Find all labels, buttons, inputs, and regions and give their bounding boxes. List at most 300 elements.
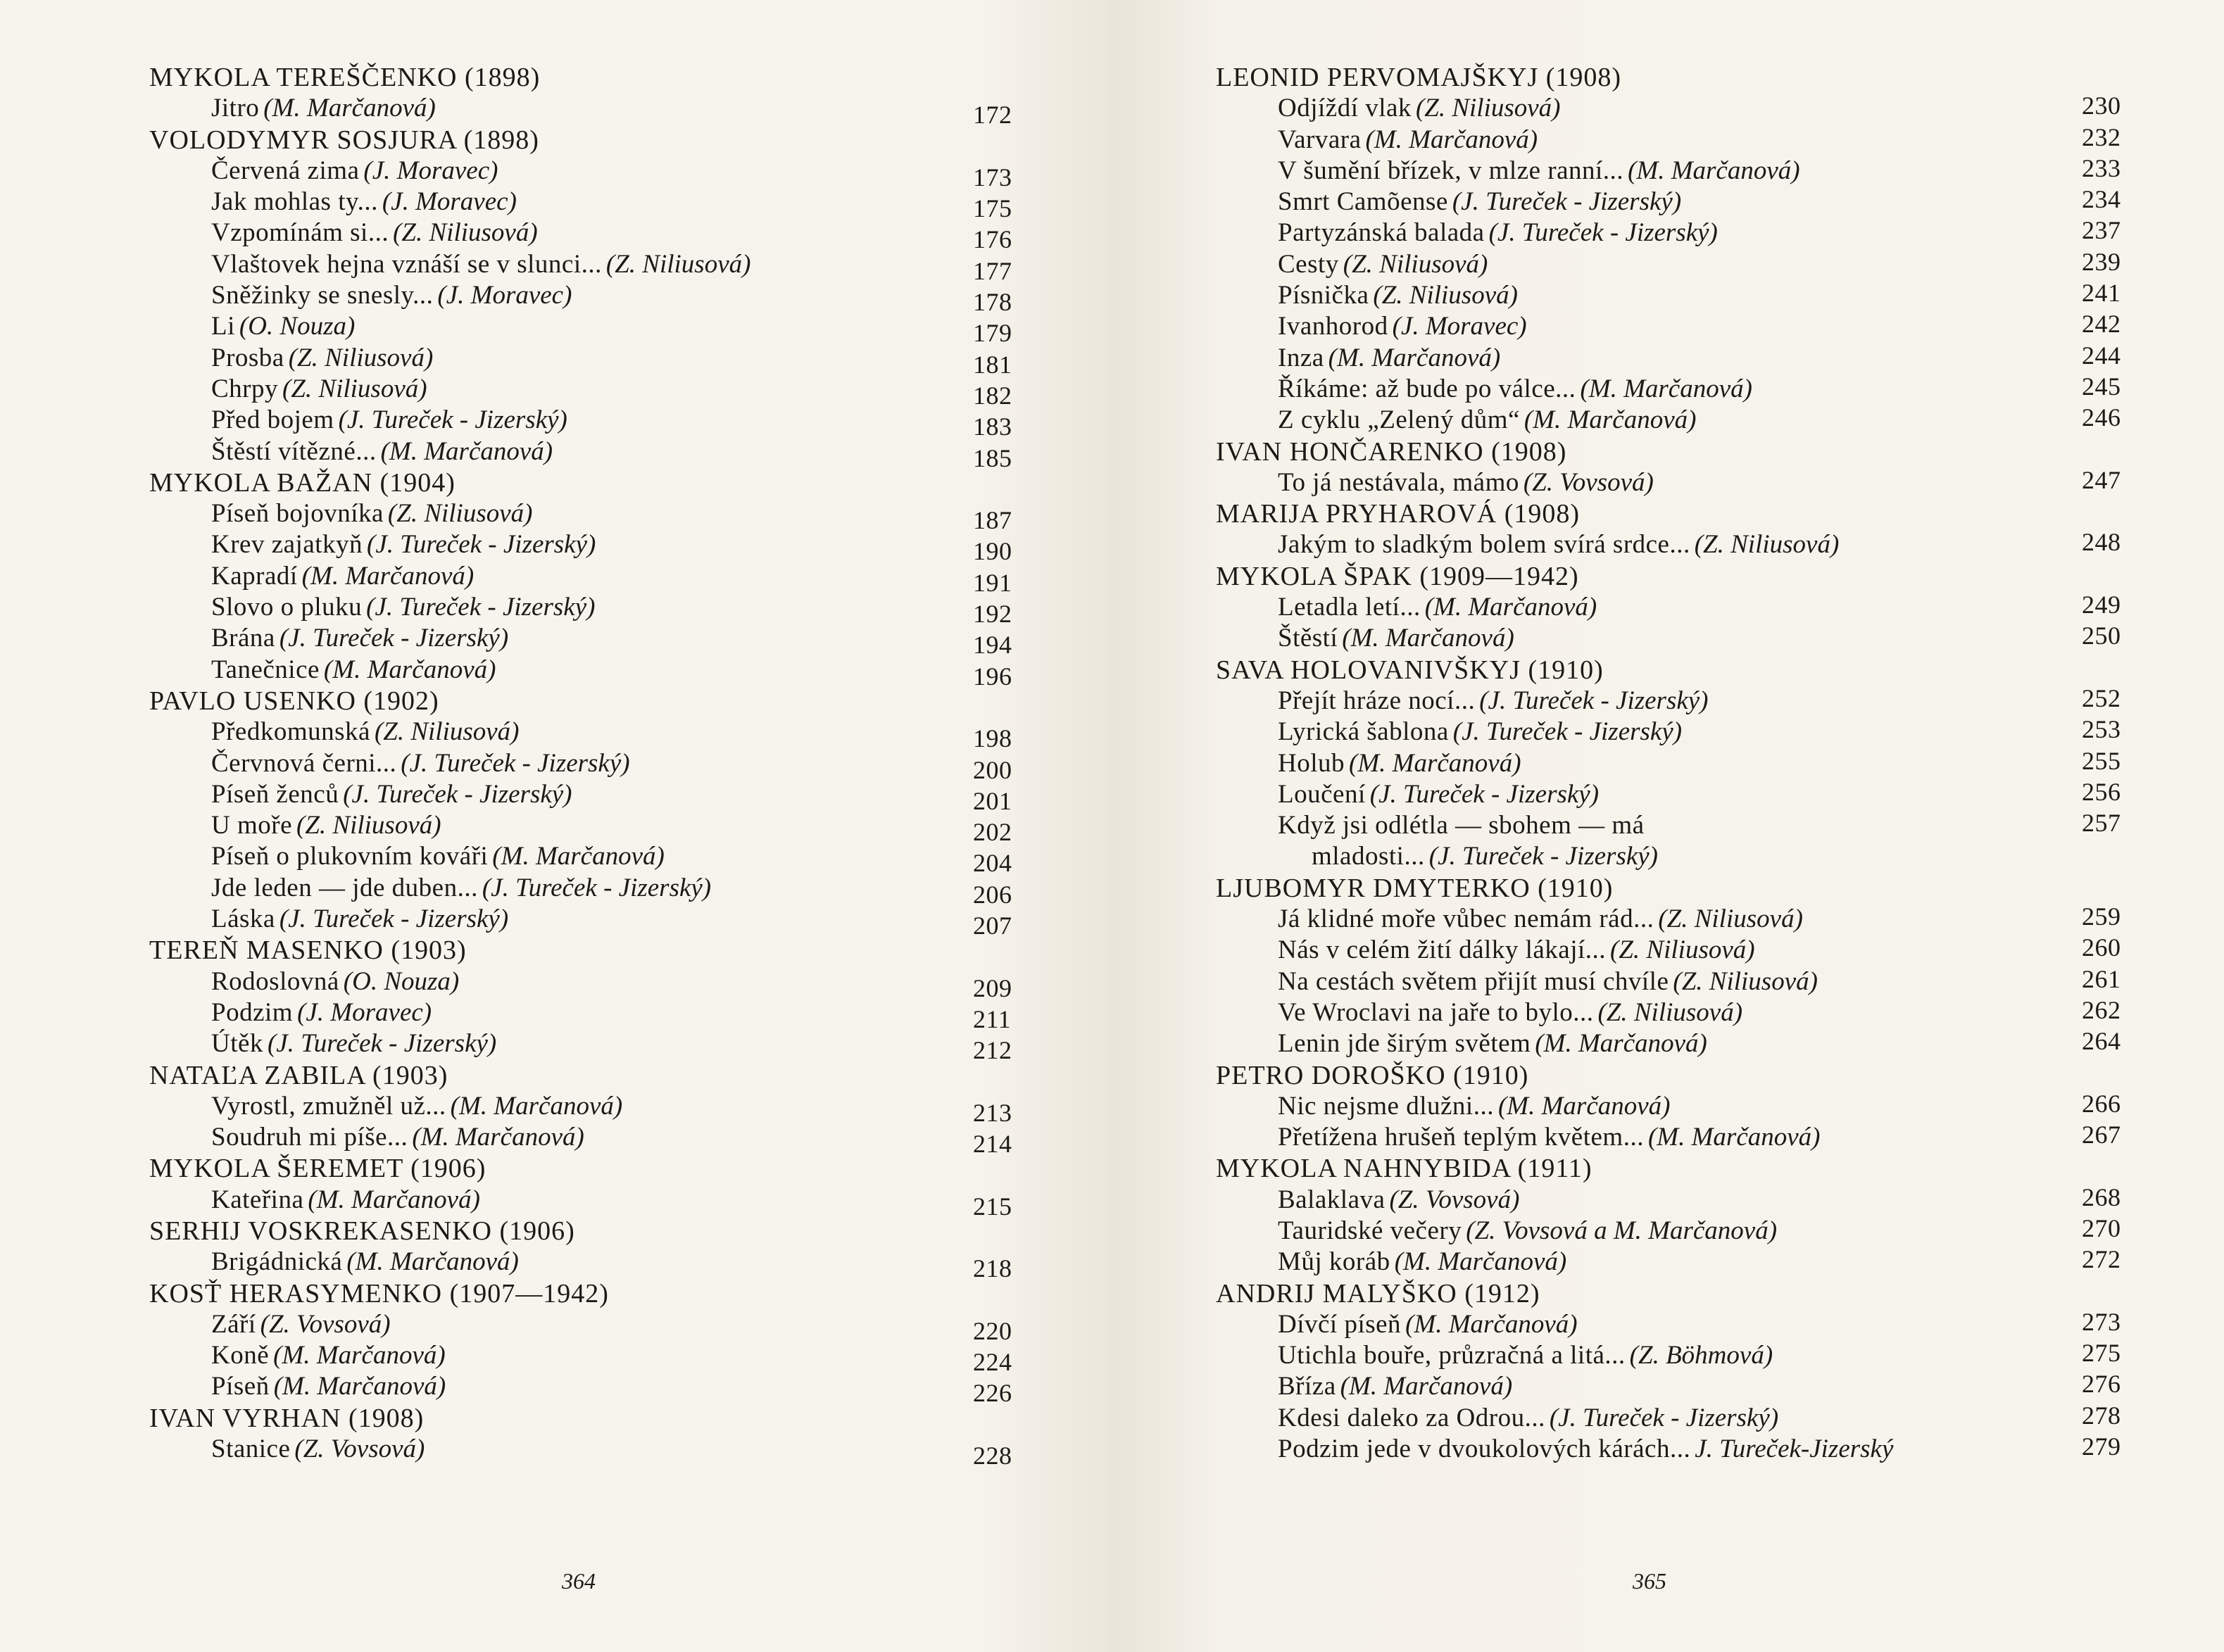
toc-entry (1216, 249, 2152, 280)
poem-title: Píseň (211, 1372, 270, 1401)
poem-title: Píseň o plukovním kováři (211, 842, 489, 871)
toc-entry (149, 343, 1022, 379)
translator-name: (Z. Niliusová) (1658, 904, 1803, 934)
author-section (1216, 655, 2152, 873)
toc-entry (149, 249, 1022, 285)
page-reference: 242 (2082, 310, 2121, 339)
toc-entry (149, 623, 1022, 660)
page-reference: 259 (2082, 902, 2121, 931)
page-reference: 178 (973, 288, 1012, 317)
poem-title: Píseň ženců (211, 779, 339, 809)
page-reference: 266 (2082, 1089, 2121, 1118)
translator-name: (J. Tureček - Jizerský) (482, 873, 712, 902)
toc-entry (1216, 1122, 2152, 1153)
translator-name: (M. Marčanová) (346, 1247, 519, 1277)
toc-entry (149, 717, 1022, 753)
page-reference: 204 (973, 849, 1012, 878)
poem-title: Vyrostl, zmužněl už... (211, 1091, 446, 1121)
author-heading: TEREŇ MASENKO (1903) (149, 935, 467, 966)
page-reference: 272 (2082, 1245, 2121, 1274)
page-reference: 247 (2082, 465, 2121, 494)
poem-title: Koně (211, 1341, 270, 1370)
translator-name: (Z. Niliusová) (393, 218, 538, 248)
poem-title: Předkomunská (211, 717, 370, 747)
poem-title: Varvara (1278, 125, 1362, 154)
poem-title: Letadla letí... (1278, 593, 1421, 622)
poem-title-continued (1278, 841, 2152, 872)
page-reference: 176 (973, 225, 1012, 254)
toc-entry (1216, 1247, 2152, 1278)
translator-name: (M. Marčanová) (1340, 1372, 1513, 1401)
poem-title: Dívčí píseň (1278, 1309, 1402, 1339)
page-reference: 246 (2082, 403, 2121, 432)
page-reference: 262 (2082, 995, 2121, 1024)
translator-name: (Z. Niliusová) (1673, 966, 1818, 996)
toc-entry (149, 779, 1022, 815)
toc-entry (149, 1122, 1022, 1159)
toc-entry (149, 873, 1022, 909)
toc-entry (1216, 1091, 2152, 1122)
author-heading: PETRO DOROŠKO (1910) (1216, 1060, 1529, 1090)
toc-entry (1216, 343, 2152, 374)
toc-entry (1216, 1403, 2152, 1434)
page-reference: 182 (973, 381, 1012, 410)
translator-name: (J. Tureček - Jizerský) (367, 530, 596, 560)
author-section (1216, 561, 2152, 655)
page-reference: 207 (973, 912, 1012, 940)
poem-title: Loučení (1278, 779, 1366, 809)
page-reference: 220 (973, 1316, 1012, 1345)
poem-title: Září (211, 1309, 256, 1339)
translator-name: (M. Marčanová) (492, 842, 665, 871)
toc-entry (149, 904, 1022, 940)
toc-entry (1216, 1309, 2152, 1340)
page-reference: 260 (2082, 933, 2121, 962)
poem-title: U moře (211, 811, 292, 840)
toc-entry (149, 966, 1022, 1002)
toc-entry (1216, 779, 2152, 810)
translator-name: (M. Marčanová) (1497, 1091, 1671, 1121)
author-section (1216, 873, 2152, 1060)
poem-title: Kdesi daleko za Odrou... (1278, 1403, 1545, 1432)
poem-title: Rodoslovná (211, 966, 339, 996)
poem-title: Krev zajatkyň (211, 530, 363, 560)
toc-entry (1216, 935, 2152, 966)
translator-name: J. Tureček-Jizerský (1695, 1435, 1894, 1464)
page-reference: 248 (2082, 528, 2121, 557)
translator-name: (M. Marčanová) (1365, 125, 1538, 154)
author-section (149, 1216, 1022, 1283)
author-section (1216, 1060, 2152, 1154)
author-section (1216, 62, 2152, 436)
page-reference: 257 (2082, 809, 2121, 838)
toc-entry (1216, 187, 2152, 217)
toc-entry (1216, 1185, 2152, 1216)
page-reference: 212 (973, 1036, 1012, 1065)
translator-name: (M. Marčanová) (1580, 374, 1752, 403)
toc-entry (1216, 374, 2152, 405)
author-section (149, 62, 1022, 130)
toc-entry (149, 561, 1022, 597)
toc-entry (149, 1309, 1022, 1345)
toc-entry (1216, 1340, 2152, 1371)
toc-entry (149, 217, 1022, 254)
author-section (149, 935, 1022, 1065)
translator-name: (J. Tureček - Jizerský) (338, 405, 567, 435)
toc-entry (1216, 1434, 2152, 1465)
translator-name: (J. Moravec) (382, 187, 517, 217)
page-reference: 278 (2082, 1401, 2121, 1430)
toc-entry (149, 280, 1022, 317)
translator-name: (J. Tureček - Jizerský) (267, 1029, 497, 1059)
poem-title: Inza (1278, 343, 1324, 372)
author-section (149, 1060, 1022, 1159)
poem-title: Li (211, 312, 235, 341)
page-reference: 187 (973, 506, 1012, 535)
toc-entry (1216, 966, 2152, 997)
translator-name: (Z. Vovsová) (1523, 467, 1654, 497)
author-heading: MYKOLA ŠEREMET (1906) (149, 1154, 486, 1184)
author-heading: MARIJA PRYHAROVÁ (1908) (1216, 499, 1581, 529)
translator-name: (J. Moravec) (437, 281, 572, 310)
page-reference: 179 (973, 319, 1012, 348)
translator-name: (O. Nouza) (239, 312, 356, 341)
translator-name: (M. Marčanová) (1424, 593, 1597, 622)
page-reference: 230 (2082, 92, 2121, 120)
translator-name: (Z. Niliusová) (605, 249, 751, 279)
page-reference: 224 (973, 1348, 1012, 1377)
poem-title: Sněžinky se snesly... (211, 281, 434, 310)
poem-title: Lenin jde širým světem (1278, 1029, 1531, 1059)
poem-title: Útěk (211, 1029, 263, 1059)
page-reference: 233 (2082, 153, 2121, 182)
toc-entry (1216, 904, 2152, 935)
translator-name: (M. Marčanová) (273, 1372, 446, 1401)
poem-title: Červená zima (211, 156, 360, 185)
author-section (1216, 498, 2152, 561)
page-reference: 264 (2082, 1027, 2121, 1056)
toc-entry (149, 1091, 1022, 1127)
translator-name: (J. Tureček - Jizerský) (279, 904, 509, 934)
author-section (149, 686, 1022, 940)
translator-name: (J. Tureček - Jizerský) (1452, 717, 1683, 747)
author-heading: IVAN VYRHAN (1908) (149, 1403, 425, 1433)
page-reference: 172 (973, 101, 1012, 130)
translator-name: (M. Marčanová) (1394, 1247, 1567, 1277)
poem-title: Lyrická šablona (1278, 717, 1449, 747)
toc-entry (149, 374, 1022, 410)
translator-name: (Z. Niliusová) (296, 811, 441, 840)
toc-entry (149, 1028, 1022, 1065)
translator-name: (M. Marčanová) (301, 561, 475, 591)
poem-title: Utichla bouře, průzračná a litá... (1278, 1341, 1626, 1370)
page-reference: 261 (2082, 964, 2121, 993)
author-heading: MYKOLA BAŽAN (1904) (149, 467, 456, 498)
poem-title: Když jsi odlétla — sbohem — má (1278, 811, 1645, 840)
poem-title: Říkáme: až bude po válce... (1278, 374, 1576, 403)
poem-title: Přetížena hrušeň teplým květem... (1278, 1123, 1644, 1152)
poem-title: Štěstí vítězné... (211, 436, 377, 466)
translator-name: (J. Tureček - Jizerský) (366, 593, 596, 622)
toc-entry (149, 655, 1022, 691)
page-reference: 250 (2082, 622, 2121, 650)
poem-title: Partyzánská balada (1278, 218, 1485, 248)
poem-title: Na cestách světem přijít musí chvíle (1278, 966, 1669, 996)
translator-name: (M. Marčanová) (450, 1091, 623, 1121)
translator-name: (Z. Niliusová) (288, 343, 434, 372)
toc-entry (1216, 217, 2152, 248)
toc-entry (1216, 748, 2152, 779)
toc-entry (1216, 122, 2152, 156)
translator-name: (J. Moravec) (297, 997, 432, 1027)
author-section (149, 1403, 1022, 1470)
poem-title: Stanice (211, 1435, 291, 1464)
poem-title: Vzpomínám si... (211, 218, 389, 248)
poem-title: Já klidné moře vůbec nemám rád... (1278, 904, 1654, 934)
page-reference: 191 (973, 568, 1012, 597)
page-reference: 273 (2082, 1307, 2121, 1336)
toc-entry (149, 498, 1022, 535)
poem-title: Jakým to sladkým bolem svírá srdce... (1278, 530, 1690, 560)
author-section (149, 1153, 1022, 1221)
toc-entry (1216, 997, 2152, 1028)
page-reference: 173 (973, 163, 1012, 191)
translator-name: (O. Nouza) (343, 966, 460, 996)
poem-title: Přejít hráze nocí... (1278, 686, 1476, 715)
page-reference: 183 (973, 412, 1012, 441)
translator-name: (M. Marčanová) (1328, 343, 1501, 372)
toc-entry (1216, 529, 2152, 560)
translator-name: (Z. Böhmová) (1629, 1341, 1773, 1370)
page-reference: 226 (973, 1379, 1012, 1408)
poem-title: Prosba (211, 343, 284, 372)
translator-name: (J. Tureček - Jizerský) (1428, 842, 1659, 871)
poem-title: Ve Wroclavi na jaře to bylo... (1278, 997, 1594, 1027)
poem-title: Balaklava (1278, 1185, 1386, 1214)
author-heading: IVAN HONČARENKO (1908) (1216, 436, 1567, 467)
page-reference: 232 (2082, 122, 2121, 151)
poem-title: Vlaštovek hejna vznáší se v slunci... (211, 249, 602, 279)
page-reference: 279 (2082, 1432, 2121, 1461)
page-reference: 276 (2082, 1370, 2121, 1399)
page-reference: 211 (973, 1004, 1012, 1033)
translator-name: (M. Marčanová) (263, 94, 436, 123)
toc-entry (149, 997, 1022, 1033)
page-reference: 239 (2082, 247, 2121, 276)
poem-title: Brigádnická (211, 1247, 343, 1277)
page-reference: 252 (2082, 683, 2121, 712)
toc-entry (1216, 93, 2152, 124)
translator-name: (Z. Niliusová) (282, 374, 427, 403)
toc-entry (1216, 1028, 2152, 1059)
toc-entry (1216, 1371, 2152, 1402)
poem-title: Holub (1278, 748, 1345, 778)
author-section (1216, 1153, 2152, 1278)
author-heading: PAVLO USENKO (1902) (149, 686, 439, 716)
poem-title: Podzim (211, 997, 294, 1027)
translator-name: (J. Tureček - Jizerský) (1452, 187, 1682, 217)
toc-entry (149, 1185, 1022, 1221)
author-heading: MYKOLA NAHNYBIDA (1911) (1216, 1154, 1592, 1184)
translator-name: (Z. Niliusová) (1610, 935, 1755, 965)
page-reference: 198 (973, 724, 1012, 753)
author-heading: SAVA HOLOVANIVŠKYJ (1910) (1216, 655, 1604, 685)
table-of-contents-left (149, 62, 1022, 1470)
page-reference: 218 (973, 1254, 1012, 1283)
poem-title: Z cyklu „Zelený dům“ (1278, 405, 1520, 435)
poem-title: Láska (211, 904, 275, 934)
page-reference: 181 (973, 350, 1012, 379)
author-heading: KOSŤ HERASYMENKO (1907—1942) (149, 1278, 609, 1309)
poem-title: Bříza (1278, 1372, 1336, 1401)
toc-entry (149, 93, 1022, 130)
translator-name: (M. Marčanová) (1628, 156, 1800, 185)
translator-name: (J. Tureček - Jizerský) (279, 624, 509, 653)
translator-name: (M. Marčanová) (1405, 1309, 1578, 1339)
translator-name: (J. Moravec) (1392, 312, 1527, 341)
page-reference: 200 (973, 755, 1012, 784)
page-reference: 253 (2082, 715, 2121, 744)
page-reference: 241 (2082, 279, 2121, 308)
translator-name: (Z. Niliusová) (1415, 94, 1561, 123)
poem-title-line2: mladosti... (1312, 842, 1425, 871)
poem-title: Slovo o pluku (211, 593, 363, 622)
poem-title: Brána (211, 624, 275, 653)
poem-title: Jitro (211, 94, 260, 123)
author-heading: MYKOLA TEREŠČENKO (1898) (149, 63, 541, 92)
author-heading: VOLODYMYR SOSJURA (1898) (149, 125, 539, 155)
page-reference: 192 (973, 600, 1012, 629)
translator-name: (Z. Niliusová) (387, 499, 533, 529)
poem-title: Červnová černi... (211, 748, 397, 778)
toc-entry (1216, 280, 2152, 311)
translator-name: (J. Tureček - Jizerský) (1488, 218, 1718, 248)
toc-entry (149, 841, 1022, 878)
poem-title: Kateřina (211, 1185, 304, 1214)
poem-title: Písnička (1278, 281, 1369, 310)
page-reference: 245 (2082, 372, 2121, 401)
page-reference: 206 (973, 880, 1012, 909)
toc-entry (1216, 153, 2152, 187)
author-heading: ANDRIJ MALYŠKO (1912) (1216, 1278, 1540, 1309)
page-reference: 202 (973, 818, 1012, 847)
poem-title: Chrpy (211, 374, 278, 403)
poem-title: Tanečnice (211, 655, 320, 684)
translator-name: (Z. Vovsová) (294, 1435, 425, 1464)
toc-entry (149, 529, 1022, 566)
poem-title: Kapradí (211, 561, 298, 591)
toc-entry (1216, 467, 2152, 498)
toc-entry (149, 748, 1022, 784)
poem-title: Můj koráb (1278, 1247, 1390, 1277)
author-heading: SERHIJ VOSKREKASENKO (1906) (149, 1216, 575, 1246)
translator-name: (Z. Vovsová a M. Marčanová) (1466, 1216, 1778, 1245)
toc-entry (149, 810, 1022, 847)
author-heading: LJUBOMYR DMYTERKO (1910) (1216, 873, 1614, 903)
author-section (1216, 1278, 2152, 1465)
translator-name: (Z. Niliusová) (1694, 530, 1840, 560)
page-reference: 234 (2082, 185, 2121, 214)
translator-name: (J. Tureček - Jizerský) (1479, 686, 1709, 715)
toc-entry (149, 1434, 1022, 1470)
page-reference: 177 (973, 256, 1012, 285)
author-section (149, 125, 1022, 472)
toc-entry (149, 1247, 1022, 1283)
translator-name: (M. Marčanová) (412, 1123, 584, 1152)
toc-entry (149, 592, 1022, 629)
translator-name: (J. Tureček - Jizerský) (1549, 1403, 1779, 1432)
page-reference: 185 (973, 443, 1012, 472)
translator-name: (M. Marčanová) (308, 1185, 480, 1214)
toc-entry (1216, 717, 2152, 748)
page-reference: 209 (973, 973, 1012, 1002)
page-reference: 175 (973, 194, 1012, 223)
poem-title: Jde leden — jde duben... (211, 873, 478, 902)
poem-title: Nás v celém žití dálky lákají... (1278, 935, 1607, 965)
page-reference: 214 (973, 1130, 1012, 1159)
page-reference: 244 (2082, 341, 2121, 370)
poem-title: Soudruh mi píše... (211, 1123, 408, 1152)
author-heading: NATAĽA ZABILA (1903) (149, 1060, 448, 1090)
translator-name: (Z. Niliusová) (374, 717, 520, 747)
translator-name: (Z. Niliusová) (1373, 281, 1518, 310)
author-heading: MYKOLA ŠPAK (1909—1942) (1216, 561, 1579, 591)
toc-entry (1216, 592, 2152, 623)
poem-title: Jak mohlas ty... (211, 187, 378, 217)
page-reference: 275 (2082, 1339, 2121, 1368)
toc-entry (149, 405, 1022, 441)
translator-name: (M. Marčanová) (323, 655, 496, 684)
poem-title: Cesty (1278, 249, 1339, 279)
page-reference: 267 (2082, 1121, 2121, 1149)
translator-name: (J. Tureček - Jizerský) (1369, 779, 1600, 809)
translator-name: (Z. Niliusová) (1343, 249, 1488, 279)
page-reference: 270 (2082, 1213, 2121, 1242)
toc-entry (1216, 683, 2152, 717)
translator-name: (Z. Niliusová) (1597, 997, 1743, 1027)
page-number-left: 364 (562, 1568, 596, 1594)
page-reference: 194 (973, 631, 1012, 660)
poem-title: Smrt Camõense (1278, 187, 1448, 217)
page-number-right: 365 (1633, 1568, 1666, 1594)
toc-entry (149, 311, 1022, 348)
page-reference: 190 (973, 537, 1012, 566)
page-reference: 268 (2082, 1183, 2121, 1211)
page-reference: 255 (2082, 746, 2121, 775)
page-reference: 228 (973, 1442, 1012, 1470)
page-reference: 201 (973, 786, 1012, 815)
author-section (149, 467, 1022, 691)
poem-title: Odjíždí vlak (1278, 94, 1412, 123)
poem-title: Štěstí (1278, 624, 1338, 653)
translator-name: (M. Marčanová) (380, 436, 553, 466)
author-heading: LEONID PERVOMAJŠKYJ (1908) (1216, 63, 1622, 92)
page-reference: 213 (973, 1098, 1012, 1127)
translator-name: (M. Marčanová) (1349, 748, 1521, 778)
poem-title: Ivanhorod (1278, 312, 1388, 341)
toc-entry (149, 156, 1022, 191)
poem-title: Podzim jede v dvoukolových kárách... (1278, 1435, 1691, 1464)
translator-name: (Z. Vovsová) (260, 1309, 391, 1339)
page-reference: 256 (2082, 777, 2121, 806)
page-reference: 196 (973, 662, 1012, 691)
poem-title: Nic nejsme dlužni... (1278, 1091, 1494, 1121)
toc-entry (1216, 1213, 2152, 1247)
translator-name: (M. Marčanová) (1535, 1029, 1707, 1059)
poem-title: Píseň bojovníka (211, 499, 384, 529)
translator-name: (M. Marčanová) (1342, 624, 1514, 653)
table-of-contents-right (1216, 62, 2152, 1465)
